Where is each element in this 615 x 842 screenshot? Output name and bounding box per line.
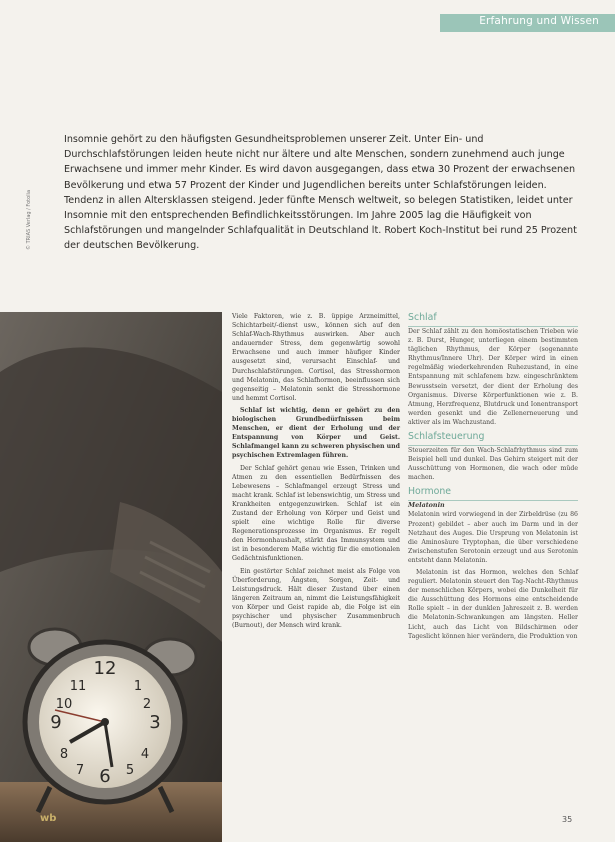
svg-text:5: 5 — [125, 763, 135, 778]
svg-text:4: 4 — [140, 747, 150, 762]
svg-text:8: 8 — [59, 747, 69, 762]
publisher-logo: wb — [40, 813, 57, 824]
intro-paragraph: Insomnie gehört zu den häufigsten Gesundheitsproblemen unserer Zeit. Unter Ein- und Durchschlafstörungen leiden heute nicht nur ältere und alte Menschen, sondern zunehmend auch junge Erwachsene und immer mehr Kinder. Es wird davon ausgegangen, dass etwa 30 Prozent der erwachsenen Bevölkerung und etwa 57 Prozent der Kinder und Jugendlichen bereits unter Schlafstörungen leiden. Tendenz in allen Altersklassen steigend. Jeder fünfte Mensch weltweit, so belegen Statistiken, leidet unter Insomnie mit den entsprechenden Befindlichkeitsstörungen. Im Jahre 2005 lag die Häufigkeit von Schlafstörungen und mangelnder Schlafqualität in Deutschland lt. Robert Koch-Institut bei rund 25 Prozent der deutschen Bevölkerung. — [64, 134, 577, 252]
svg-text:6: 6 — [99, 766, 111, 787]
svg-text:1: 1 — [133, 679, 143, 694]
right-column — [408, 308, 578, 644]
photo-credit: © TRIAS Verlag / Fotolia — [26, 189, 32, 250]
page-number: 35 — [562, 815, 573, 824]
svg-text:7: 7 — [75, 763, 85, 778]
alarm-clock-photo — [0, 312, 222, 842]
section-header-bar — [440, 14, 615, 32]
svg-text:3: 3 — [149, 712, 161, 733]
middle-paragraph-2: Schlaf ist wichtig, denn er gehört zu den biologischen Grundbedürfnissen beim Menschen, er dient der Erholung und der Entspannung von Körper und Geist. Schlafmangel kann zu schweren physischen und psychischen Extremlagen führen. — [232, 406, 400, 460]
middle-paragraph-3: Der Schlaf gehört genau wie Essen, Trinken und Atmen zu den essentiellen Bedürfnissen des Lebewesens – Schlafmangel erzeugt Stress und macht krank. Schlaf ist lebenswichtig, um Stress und Krankheiten entgegenzuwirken. Schlaf ist ein Zustand der Erholung von Körper und Geist und spielt eine wichtige Rolle für diverse Regenerationsprozesse im Organismus. Er regelt den Hormonhaushalt, stärkt das Immunsystem und ist in besonderem Maße wichtig für die emotionalen Gedächtnisfunktionen. — [232, 464, 400, 563]
middle-paragraph-4: Ein gestörter Schlaf zeichnet meist als Folge von Überforderung, Ängsten, Sorgen, Zeit- und Leistungsdruck. Hält dieser Zustand über einen längeren Zeitraum an, nimmt die Leistungsfähigkeit von Körper und Geist rapide ab, die Folge ist ein psychischer und physischer Zusammenbruch (Burnout), der Mensch wird krank. — [232, 567, 400, 630]
paragraph-schlafsteuerung: Steuerzeiten für den Wach-Schlafrhythmus sind zum Beispiel hell und dunkel. Das Gehirn steigert mit der Ausschüttung von Hormonen, die wach oder müde machen. — [408, 447, 578, 482]
middle-column — [232, 312, 400, 633]
paragraph-melatonin-2: Melatonin ist das Hormon, welches den Schlaf reguliert. Melatonin steuert den Tag-Nacht-Rhythmus der menschlichen Körpers, wobei die Dunkelheit für die Ausschüttung des Hormons eine entscheidende Rolle spielt – in der dunklen Jahreszeit z. B. werden die Melatonin-Schwankungen am längsten. Heller Licht, auch das Licht von Bildschirmen oder Tageslicht können hier verändern, die Produktion von — [408, 568, 578, 640]
subheading-melatonin: Melatonin — [408, 501, 445, 510]
svg-text:2: 2 — [142, 697, 152, 712]
svg-text:10: 10 — [55, 697, 73, 712]
svg-text:12: 12 — [93, 658, 117, 679]
paragraph-melatonin-1: Melatonin wird vorwiegend in der Zirbeldrüse (zu 86 Prozent) gebildet – aber auch im Darm und in der Netzhaut des Auges. Die Ursprung von Melatonin ist die Aminosäure Tryptophan, die über verschiedene Zwischenstufen Serotonin erzeugt und aus Serotonin entsteht dann Melatonin. — [408, 511, 578, 564]
section-label: Erfahrung und Wissen — [479, 15, 599, 27]
paragraph-schlaf: Der Schlaf zählt zu den homöostatischen Trieben wie z. B. Durst, Hunger, unterliegen einem bestimmten täglichen Rhythmus, der Körper (sogenannte Rhythmus/Innere Uhr). Der Körper wird in einen regelmäßig wiederkehrenden Ruhezustand, in eine Entspannung mit schlafenem bzw. eingeschränktem Bewusstsein versetzt, der dient der Erholung des Organismus. Diverse Körperfunktionen wie z. B. Atmung, Herzfrequenz, Blutdruck und Ionentransport werden gesenkt und die Zellenerneuerung und aktiver als im Wachzustand. — [408, 328, 578, 426]
middle-paragraph-1: Viele Faktoren, wie z. B. üppige Arzneimittel, Schichtarbeit/-dienst usw., können sich auf den Schlaf-Wach-Rhythmus auswirken. Aber auch andauernder Stress, dem gegenwärtig sowohl Erwachsene und auch immer häufiger Kinder ausgesetzt sind, verursacht Einschlaf- und Durchschlafstörungen. Cortisol, das Stresshormon und Melatonin, das Schlafhormon, beeinflussen sich gegenseitig – Melatonin senkt die Stresshormone und hemmt Cortisol. — [232, 313, 400, 402]
heading-schlafsteuerung: Schlafsteuerung — [408, 431, 485, 443]
svg-text:9: 9 — [50, 712, 62, 733]
heading-schlaf: Schlaf — [408, 312, 437, 323]
svg-text:11: 11 — [69, 679, 87, 694]
heading-hormone: Hormone — [408, 486, 452, 498]
